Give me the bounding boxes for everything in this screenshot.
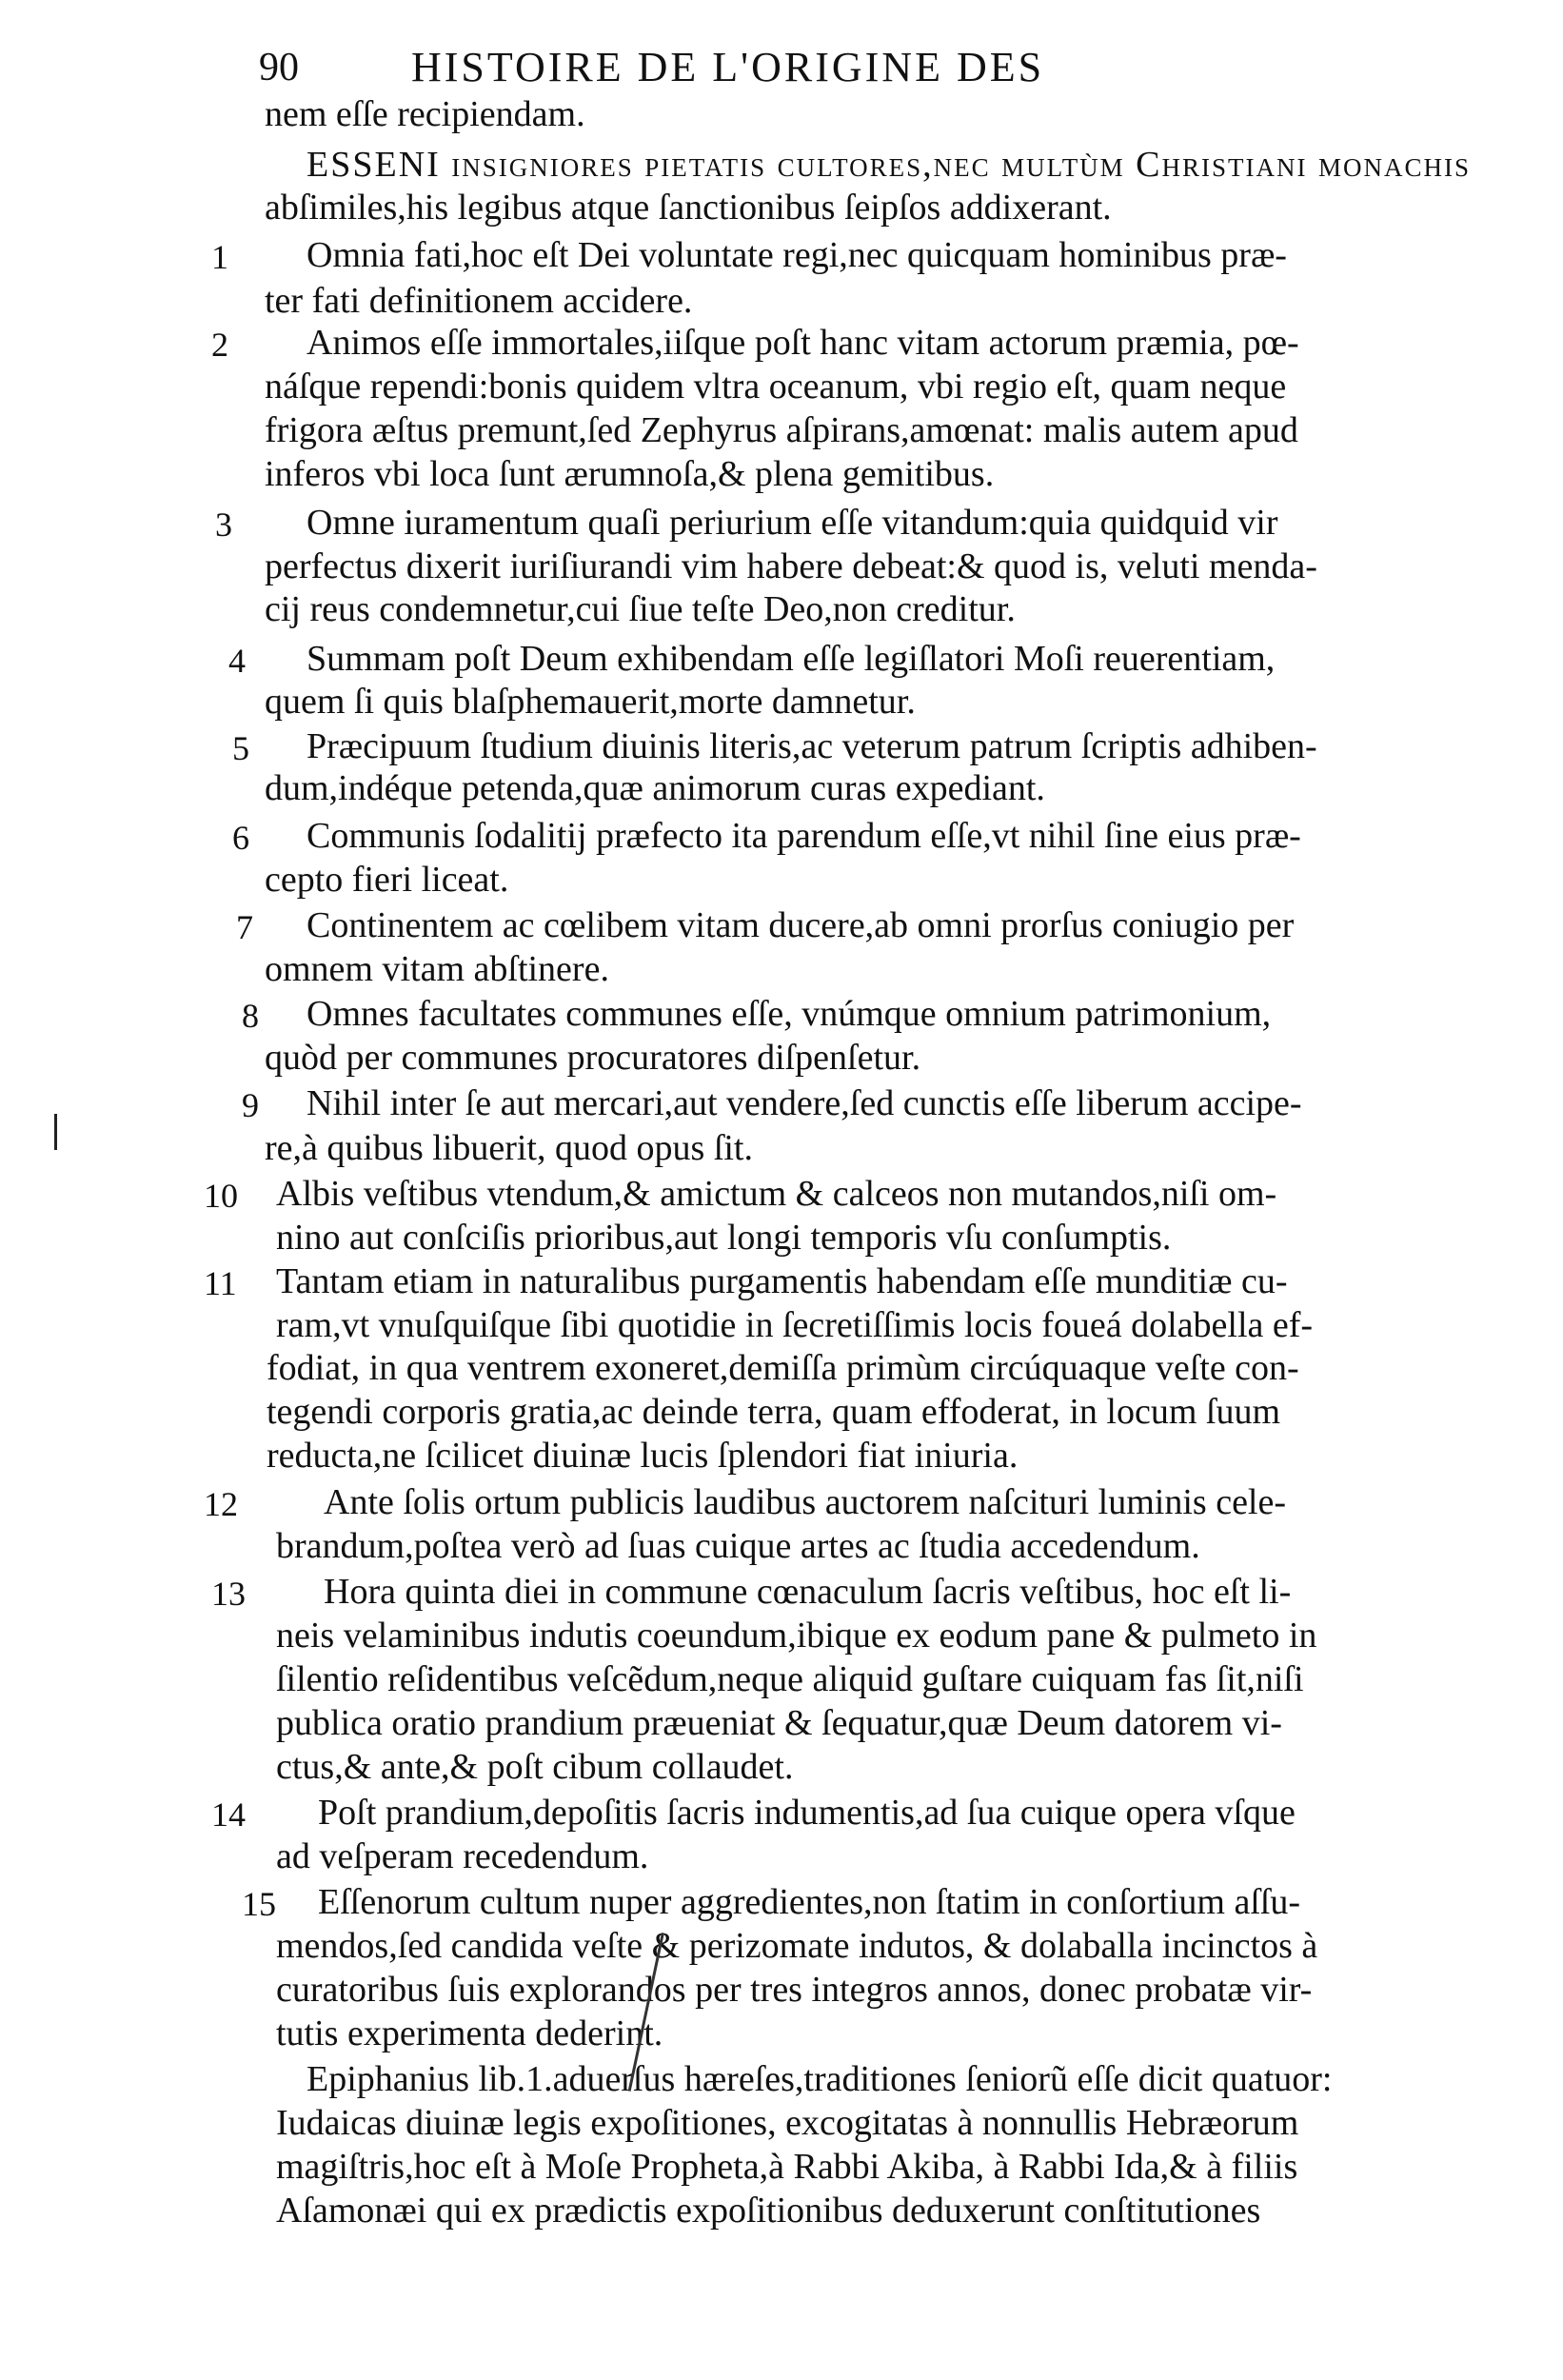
text-line: Communis ſodalitij præfecto ita parendum eſſe,vt nihil ſine eius præ- [307, 816, 1301, 856]
text-line: cij reus condemnetur,cui ſiue teſte Deo,non creditur. [265, 589, 1016, 629]
text-line: ram,vt vnuſquiſque ſibi quotidie in ſecretiſſimis locis foueá dolabella ef- [276, 1305, 1314, 1345]
text-line: nem eſſe recipiendam. [265, 94, 585, 134]
text-line: Summam poſt Deum exhibendam eſſe legiſlatori Moſi reuerentiam, [307, 639, 1276, 679]
text-line: re,à quibus libuerit, quod opus ſit. [265, 1128, 753, 1168]
margin-mark [54, 1114, 57, 1150]
text-line: quòd per communes procuratores diſpenſetur. [265, 1038, 921, 1078]
text-line: quem ſi quis blaſphemauerit,morte damnetur. [265, 682, 916, 722]
text-line: Continentem ac cœlibem vitam ducere,ab omni prorſus coniugio per [307, 905, 1295, 945]
running-title: HISTOIRE DE L'ORIGINE DES [411, 44, 1045, 90]
text-line: brandum,poſtea verò ad ſuas cuique artes ac ſtudia accedendum. [276, 1526, 1200, 1566]
text-line: Omne iuramentum quaſi periurium eſſe vitandum:quia quidquid vir [307, 503, 1278, 543]
margin-number: 9 [242, 1086, 259, 1124]
text-line: Omnes facultates communes eſſe, vnúmque omnium patrimonium, [307, 994, 1272, 1034]
margin-number: 13 [211, 1575, 246, 1613]
margin-number: 2 [211, 326, 228, 364]
text-line: magiſtris,hoc eſt à Moſe Propheta,à Rabbi Akiba, à Rabbi Ida,& à filiis [276, 2147, 1298, 2187]
text-line: cepto fieri liceat. [265, 860, 509, 900]
text-line: mendos,ſed candida veſte & perizomate indutos, & dolaballa incinctos à [276, 1926, 1318, 1966]
text-line: curatoribus ſuis explorandos per tres integros annos, donec probatæ vir- [276, 1970, 1313, 2010]
margin-number: 10 [204, 1177, 238, 1215]
text-line: Hora quinta diei in commune cœnaculum ſacris veſtibus, hoc eſt li- [324, 1572, 1292, 1612]
text-line: tutis experimenta dederint. [276, 2013, 663, 2053]
text-line: Eſſenorum cultum nuper aggredientes,non ſtatim in conſortium aſſu- [318, 1882, 1301, 1922]
page-number: 90 [259, 46, 299, 89]
text-line: inferos vbi loca ſunt ærumnoſa,& plena gemitibus. [265, 454, 995, 494]
text-line: dum,indéque petenda,quæ animorum curas expediant. [265, 768, 1045, 808]
margin-number: 1 [211, 238, 228, 276]
margin-number: 15 [242, 1885, 276, 1923]
text-line: ter fati definitionem accidere. [265, 281, 693, 321]
text-line: perfectus dixerit iuriſiurandi vim habere debeat:& quod is, veluti menda- [265, 546, 1317, 586]
text-line: Epiphanius lib.1.aduerſus hæreſes,traditiones ſeniorũ eſſe dicit quatuor: [307, 2059, 1333, 2099]
text-line: Albis veſtibus vtendum,& amictum & calceos non mutandos,niſi om- [276, 1174, 1277, 1214]
text-line: náſque rependi:bonis quidem vltra oceanum, vbi regio eſt, quam neque [265, 367, 1287, 407]
text-line: Animos eſſe immortales,iiſque poſt hanc vitam actorum præmia, pœ- [307, 323, 1299, 363]
margin-number: 6 [232, 819, 249, 857]
margin-number: 11 [204, 1264, 237, 1302]
text-line: tegendi corporis gratia,ac deinde terra, quam effoderat, in locum ſuum [267, 1392, 1281, 1432]
text-line: neis velaminibus indutis coeundum,ibique ex eodum pane & pulmeto in [276, 1616, 1317, 1656]
text-line: ad veſperam recedendum. [276, 1836, 649, 1876]
margin-number: 8 [242, 997, 259, 1035]
text-line: fodiat, in qua ventrem exoneret,demiſſa primùm circúquaque veſte con- [267, 1348, 1299, 1388]
text-line: Tantam etiam in naturalibus purgamentis habendam eſſe munditiæ cu- [276, 1261, 1288, 1301]
margin-number: 7 [236, 908, 253, 946]
page-header [259, 44, 1287, 91]
margin-number: 5 [232, 729, 249, 767]
margin-number: 14 [211, 1795, 246, 1834]
text-line: ESSENI inſigniores pietatis cultores,nec multùm Chriſtiani monachis [307, 145, 1472, 185]
text-line: publica oratio prandium præueniat & ſequatur,quæ Deum datorem vi- [276, 1703, 1282, 1743]
text-line: Præcipuum ſtudium diuinis literis,ac veterum patrum ſcriptis adhiben- [307, 726, 1317, 766]
text-line: Poſt prandium,depoſitis ſacris indumentis,ad ſua cuique opera vſque [318, 1793, 1296, 1833]
text-line: Iudaicas diuinæ legis expoſitiones, excogitatas à nonnullis Hebræorum [276, 2103, 1299, 2143]
text-line: nino aut conſciſis prioribus,aut longi temporis vſu conſumptis. [276, 1218, 1172, 1258]
text-line: ctus,& ante,& poſt cibum collaudet. [276, 1747, 794, 1787]
text-line: omnem vitam abſtinere. [265, 949, 609, 989]
text-line: ſilentio reſidentibus veſcẽdum,neque aliquid guſtare cuiquam fas ſit,niſi [276, 1659, 1304, 1699]
text-line: Nihil inter ſe aut mercari,aut vendere,ſed cunctis eſſe liberum accipe- [307, 1083, 1302, 1123]
margin-number: 3 [215, 506, 232, 544]
text-line: reducta,ne ſcilicet diuinæ lucis ſplendori fiat iniuria. [267, 1436, 1019, 1476]
text-line: frigora æſtus premunt,ſed Zephyrus aſpirans,amœnat: malis autem apud [265, 410, 1298, 450]
margin-number: 4 [228, 642, 246, 680]
text-line: abſimiles,his legibus atque ſanctionibus ſeipſos addixerant. [265, 188, 1112, 228]
text-line: Ante ſolis ortum publicis laudibus auctorem naſcituri luminis cele- [324, 1482, 1287, 1522]
text-line: Aſamonæi qui ex prædictis expoſitionibus deduxerunt conſtitutiones [276, 2191, 1261, 2231]
text-line: Omnia fati,hoc eſt Dei voluntate regi,nec quicquam hominibus præ- [307, 235, 1287, 275]
margin-number: 12 [204, 1485, 238, 1523]
